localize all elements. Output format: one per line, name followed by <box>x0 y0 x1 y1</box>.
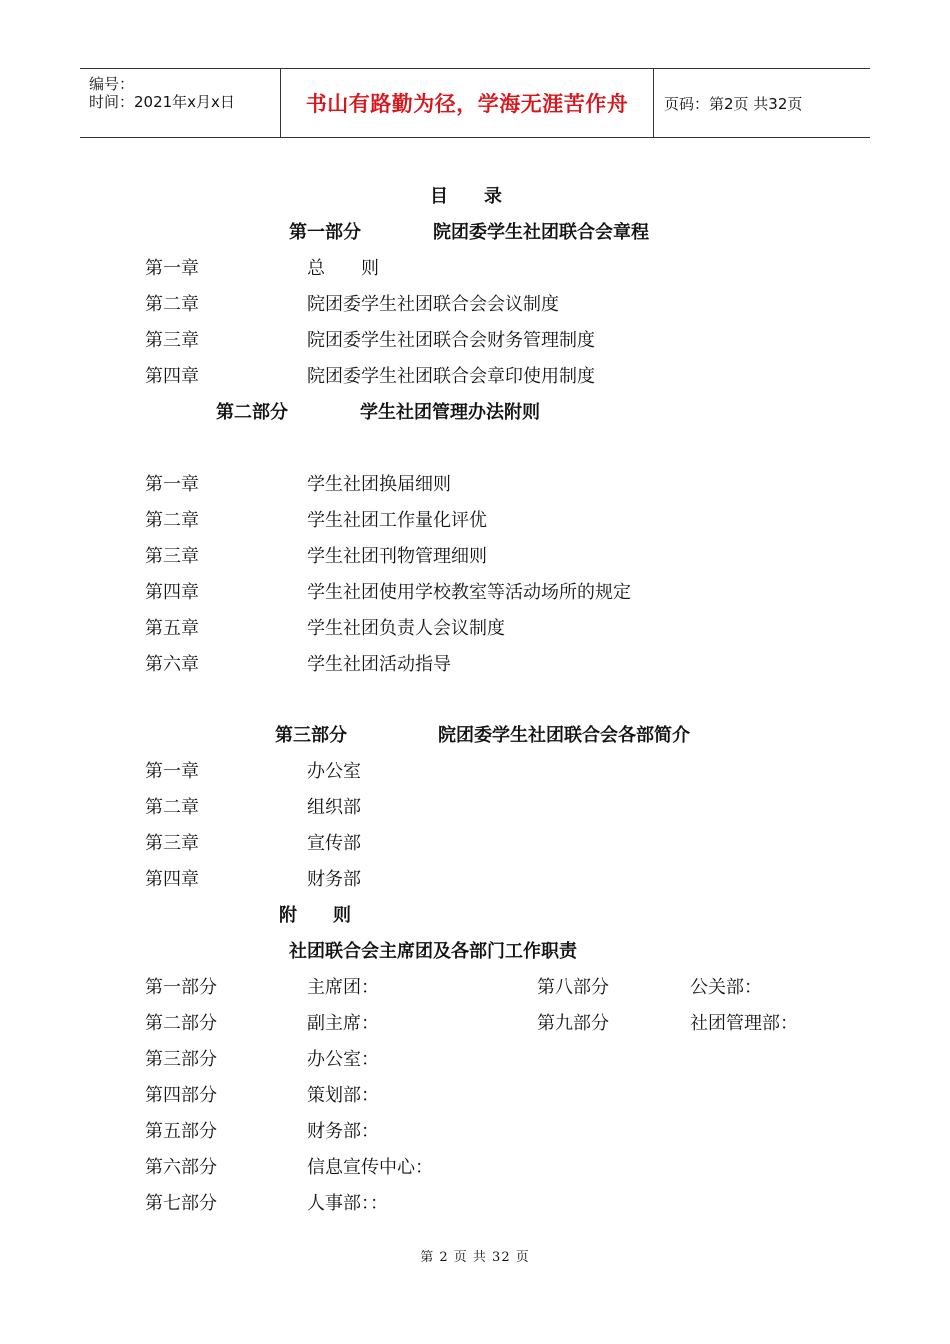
appendix-right-1-num: 第八部分 <box>537 977 609 998</box>
part2-ch5-title: 学生社团负责人会议制度 <box>307 618 505 639</box>
part1-label: 第一部分 <box>289 222 361 243</box>
appendix-right-1-title: 公关部： <box>690 977 762 998</box>
part1-ch1-title: 总 则 <box>307 258 379 279</box>
part3-ch3-title: 宣传部 <box>307 833 361 854</box>
part1-ch2-num: 第二章 <box>145 294 199 315</box>
appendix-left-1-num: 第一部分 <box>145 977 217 998</box>
part2-ch2-title: 学生社团工作量化评优 <box>307 510 487 531</box>
part1-ch1-num: 第一章 <box>145 258 199 279</box>
page-label: 页码：第2页 共32页 <box>664 94 803 113</box>
header-motto-cell <box>281 69 654 137</box>
motto: 书山有路勤为径，学海无涯苦作舟 <box>305 92 629 116</box>
part2-ch1-title: 学生社团换届细则 <box>307 474 451 495</box>
date-label: 时间：2021年x月x日 <box>89 93 235 111</box>
appendix-subtitle: 社团联合会主席团及各部门工作职责 <box>289 941 577 962</box>
part2-ch6-title: 学生社团活动指导 <box>307 654 451 675</box>
appendix-left-4-title: 策划部： <box>307 1085 379 1106</box>
part1-ch3-num: 第三章 <box>145 330 199 351</box>
appendix-title: 附 则 <box>279 905 351 926</box>
part3-ch2-title: 组织部 <box>307 797 361 818</box>
appendix-left-3-num: 第三部分 <box>145 1049 217 1070</box>
part2-label: 第二部分 <box>216 402 288 423</box>
part1-ch3-title: 院团委学生社团联合会财务管理制度 <box>307 330 595 351</box>
appendix-left-4-num: 第四部分 <box>145 1085 217 1106</box>
part3-ch1-title: 办公室 <box>307 761 361 782</box>
appendix-left-7-num: 第七部分 <box>145 1193 217 1214</box>
part1-ch4-num: 第四章 <box>145 366 199 387</box>
part2-ch3-title: 学生社团刊物管理细则 <box>307 546 487 567</box>
part2-ch6-num: 第六章 <box>145 654 199 675</box>
part3-ch4-num: 第四章 <box>145 869 199 890</box>
appendix-right-2-num: 第九部分 <box>537 1013 609 1034</box>
part2-ch2-num: 第二章 <box>145 510 199 531</box>
part3-ch1-num: 第一章 <box>145 761 199 782</box>
part2-title: 学生社团管理办法附则 <box>360 402 540 423</box>
appendix-left-5-num: 第五部分 <box>145 1121 217 1142</box>
page-footer: 第 2 页 共 32 页 <box>420 1250 530 1265</box>
appendix-right-2-title: 社团管理部： <box>690 1013 798 1034</box>
part1-ch2-title: 院团委学生社团联合会会议制度 <box>307 294 559 315</box>
part2-ch4-num: 第四章 <box>145 582 199 603</box>
header-table <box>80 68 870 138</box>
part2-ch1-num: 第一章 <box>145 474 199 495</box>
part3-label: 第三部分 <box>275 725 347 746</box>
appendix-left-2-title: 副主席： <box>307 1013 379 1034</box>
part2-ch3-num: 第三章 <box>145 546 199 567</box>
serial-label: 编号： <box>89 75 135 93</box>
appendix-left-5-title: 财务部： <box>307 1121 379 1142</box>
appendix-left-6-title: 信息宣传中心： <box>307 1157 433 1178</box>
appendix-left-3-title: 办公室： <box>307 1049 379 1070</box>
part2-ch5-num: 第五章 <box>145 618 199 639</box>
part2-ch4-title: 学生社团使用学校教室等活动场所的规定 <box>307 582 631 603</box>
appendix-left-7-title: 人事部：： <box>307 1193 388 1214</box>
part3-ch2-num: 第二章 <box>145 797 199 818</box>
toc-title: 目 录 <box>430 186 502 207</box>
part3-title: 院团委学生社团联合会各部简介 <box>438 725 690 746</box>
header-meta-cell <box>80 69 281 137</box>
part3-ch3-num: 第三章 <box>145 833 199 854</box>
part3-ch4-title: 财务部 <box>307 869 361 890</box>
appendix-left-6-num: 第六部分 <box>145 1157 217 1178</box>
appendix-left-1-title: 主席团： <box>307 977 379 998</box>
appendix-left-2-num: 第二部分 <box>145 1013 217 1034</box>
part1-ch4-title: 院团委学生社团联合会章印使用制度 <box>307 366 595 387</box>
part1-title: 院团委学生社团联合会章程 <box>433 222 649 243</box>
